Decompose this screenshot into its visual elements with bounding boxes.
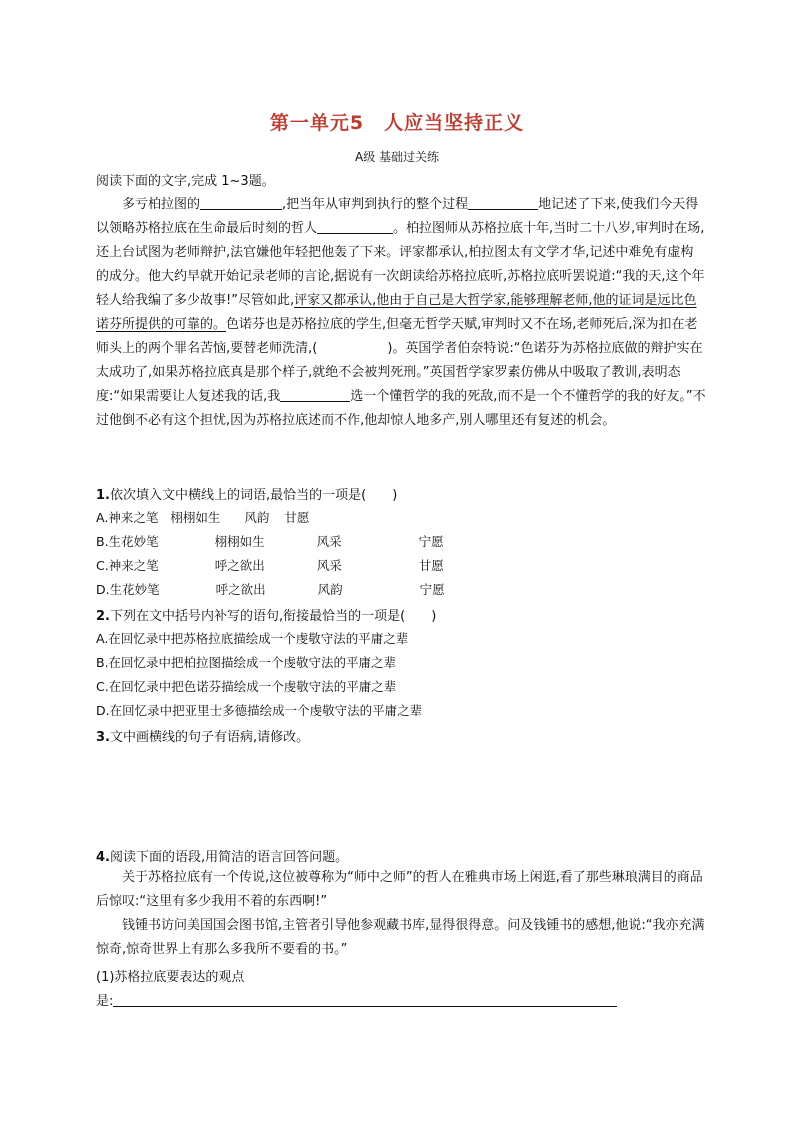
q2-option-d[interactable]: D.在回忆录中把亚里士多德描绘成一个虔敬守法的平庸之辈	[96, 703, 423, 718]
question-4: 4.阅读下面的语段,用简洁的语言回答问题。	[96, 850, 349, 865]
q4-sub-question-1: (1)苏格拉底要表达的观点	[96, 970, 245, 985]
q4-paragraph-2: 钱锺书访问美国国会图书馆,主管者引导他参观藏书库,显得很得意。问及钱锺书的感想,他说:“我亦充满惊奇,惊奇世界上有那么多我所不要看的书。”	[96, 918, 705, 957]
blank-3[interactable]	[317, 219, 393, 234]
blank-2[interactable]	[468, 195, 538, 210]
q4-passage	[96, 866, 706, 962]
q4-answer-line: 是:	[96, 990, 617, 1009]
blank-4[interactable]	[280, 387, 350, 402]
question-3: 3.文中画横线的句子有语病,请修改。	[96, 730, 310, 745]
blank-1[interactable]	[200, 195, 282, 210]
question-2: 2.下列在文中括号内补写的语句,衔接最恰当的一项是( )	[96, 609, 437, 624]
q1-option-a[interactable]: A.神来之笔 栩栩如生 风韵 甘愿	[96, 510, 310, 525]
question-1: 1.依次填入文中横线上的词语,最恰当的一项是( )	[96, 488, 398, 503]
q1-option-b[interactable]: B.生花妙笔 栩栩如生 风采 宁愿	[96, 534, 444, 549]
q2-option-b[interactable]: B.在回忆录中把柏拉图描绘成一个虔敬守法的平庸之辈	[96, 655, 397, 670]
instruction: 阅读下面的文字,完成 1~3题。	[96, 174, 275, 189]
page-title: 第一单元5 人应当坚持正义	[269, 112, 525, 134]
q2-option-a[interactable]: A.在回忆录中把苏格拉底描绘成一个虔敬守法的平庸之辈	[96, 631, 409, 646]
answer-input-line[interactable]	[113, 992, 617, 1007]
q2-option-c[interactable]: C.在回忆录中把色诺芬描绘成一个虔敬守法的平庸之辈	[96, 679, 397, 694]
section-subtitle: A级 基础过关练	[354, 150, 440, 164]
q1-option-c[interactable]: C.神来之笔 呼之欲出 风采 甘愿	[96, 558, 444, 573]
passage-paragraph: 多亏柏拉图的 ,把当年从审判到执行的整个过程 地记述了下来,使我们今天得以领略苏格拉底在生命最后时刻的哲人 。柏拉图师从苏格拉底十年,当时二十八岁,审判时在场,还上台试图为老师辩护,法官嫌他年轻把他轰了下来。评家都承认,柏拉图太有文学才华,记述中难免有虚构的成分。他大约早就开始记录老师的言论,据说有一次朗读给苏格拉底听,苏格拉底听罢说道:“我的天,这个年轻人给我编了多少故事!”尽管如此,评家又都承认,他由于自己是大哲学家,能够理解老师,他的证词是远比色诺芬所提供的可靠的。色诺芬也是苏格拉底的学生,但毫无哲学天赋,审判时又不在场,老师死后,深为扣在老师头上的两个罪名苦恼,要替老师洗清,( )。英国学者伯奈特说:“色诺芬为苏格拉底做的辩护实在太成功了,如果苏格拉底真是那个样子,就绝不会被判死刑。”英国哲学家罗素仿佛从中吸取了教训,表明态度:“如果需要让人复述我的话,我 选一个懂哲学的我的死敌,而不是一个不懂哲学的我的好友。”不过他倒不必有这个担忧,因为苏格拉底述而不作,他却惊人地多产,别人哪里还有复述的机会。	[96, 197, 706, 428]
q1-option-d[interactable]: D.生花妙笔 呼之欲出 风韵 宁愿	[96, 582, 445, 597]
q4-paragraph-1: 关于苏格拉底有一个传说,这位被尊称为“师中之师”的哲人在雅典市场上闲逛,看了那些琳琅满目的商品后惊叹:“这里有多少我用不着的东西啊!”	[96, 870, 703, 909]
underlined-sentence: 评家又都承认,他由于自己是大哲学家,能够理解老师,他的证词是远比色诺芬所提供的可靠的。	[96, 293, 697, 332]
reading-passage	[96, 193, 706, 433]
